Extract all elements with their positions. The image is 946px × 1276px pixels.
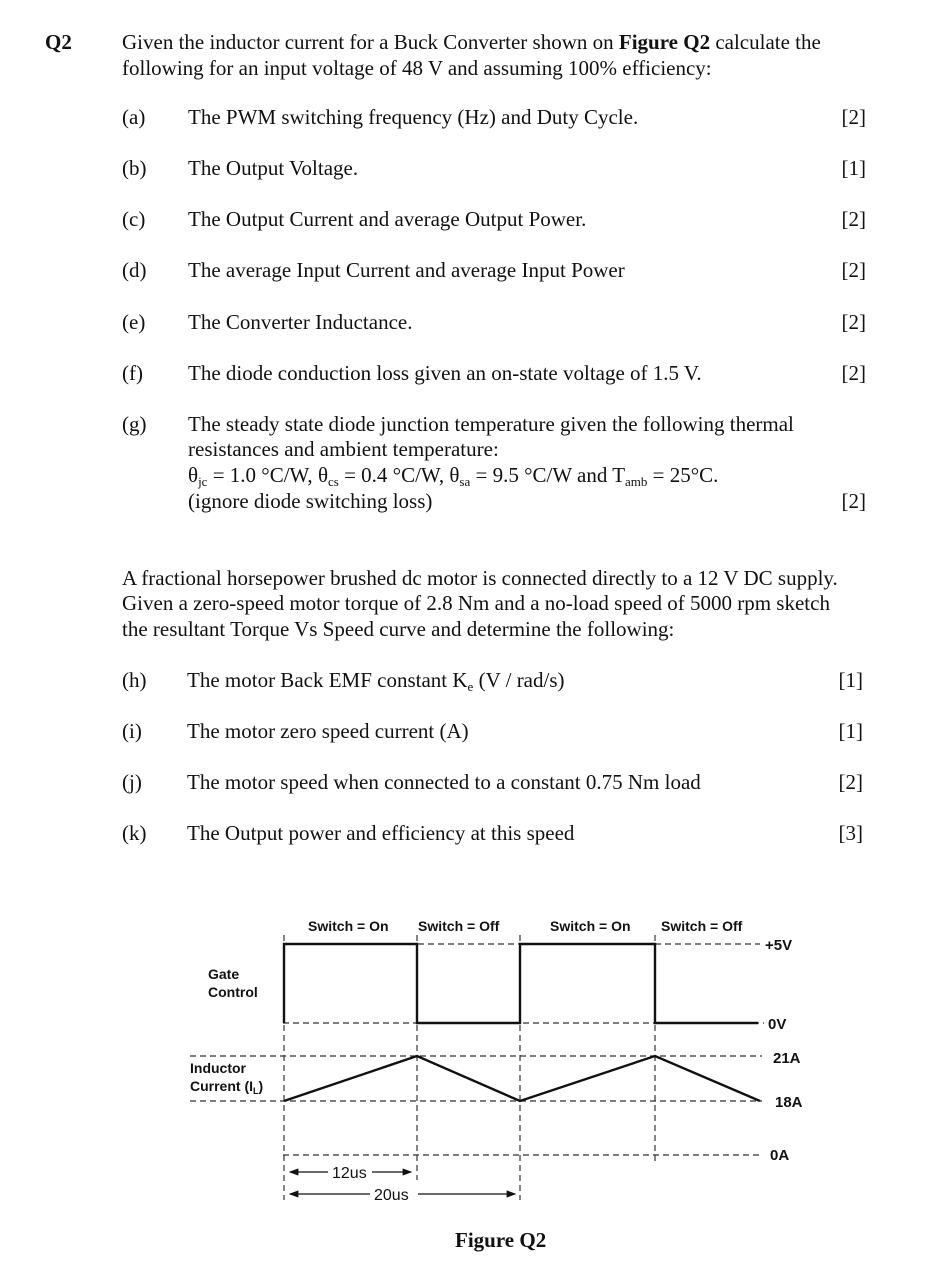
part-e-mark: [2]	[841, 310, 866, 334]
part-g-line4: (ignore diode switching loss)	[188, 489, 433, 513]
inductor-label-1: Inductor	[190, 1060, 246, 1076]
question-number: Q2	[45, 30, 72, 54]
label-5v: +5V	[765, 937, 793, 954]
part-h-label: (h)	[122, 668, 147, 692]
part-k-text: The Output power and efficiency at this speed	[187, 821, 575, 845]
label-0a: 0A	[770, 1147, 790, 1164]
part-d-mark: [2]	[841, 258, 866, 282]
part-a-mark: [2]	[841, 105, 866, 129]
part-f-mark: [2]	[841, 361, 866, 385]
gate-control-waveform	[284, 944, 758, 1023]
part-f-text: The diode conduction loss given an on-state voltage of 1.5 V.	[188, 361, 702, 385]
part-b-text: The Output Voltage.	[188, 156, 359, 180]
part-k-mark: [3]	[838, 821, 863, 845]
figure-caption: Figure Q2	[455, 1228, 547, 1252]
part-g-line1: The steady state diode junction temperature given the following thermal	[188, 412, 794, 436]
part-j-mark: [2]	[838, 770, 863, 794]
part-f-label: (f)	[122, 361, 143, 385]
dashed-vertical-lines	[284, 935, 655, 1200]
part-i-mark: [1]	[838, 719, 863, 743]
motor-intro-line1: A fractional horsepower brushed dc motor is connected directly to a 12 V DC supply.	[122, 566, 838, 590]
part-e-label: (e)	[122, 310, 146, 334]
inductor-label-2: Current $(I_L)$	[190, 1078, 264, 1096]
part-h-mark: [1]	[838, 668, 863, 692]
part-c-text: The Output Current and average Output Power.	[188, 207, 587, 231]
part-h-text: The motor Back EMF constant $K_e$ (V / rad/s)	[187, 668, 565, 694]
part-b-label: (b)	[122, 156, 147, 180]
part-b-mark: [1]	[841, 156, 866, 180]
part-d-label: (d)	[122, 258, 147, 282]
state-label-off-1: Switch = Off	[418, 918, 500, 934]
part-g-label: (g)	[122, 412, 147, 436]
part-i-label: (i)	[122, 719, 142, 743]
label-0v: 0V	[768, 1016, 787, 1033]
figure-ref: Figure Q2	[618, 30, 711, 54]
label-12us: 12us	[332, 1165, 367, 1182]
motor-intro-line3: the resultant Torque Vs Speed curve and determine the following:	[122, 617, 675, 641]
part-j-text: The motor speed when connected to a constant 0.75 Nm load	[187, 770, 701, 794]
question-intro-line1: Given the inductor current for a Buck Converter shown on Figure Q2 calculate the	[122, 30, 821, 54]
part-c-label: (c)	[122, 207, 146, 231]
part-g-thermal-values: $\theta_{jc} = 1.0$ °C/W, $\theta_{cs} = 0.4$ °C/W, $\theta_{sa} = 9.5$ °C/W and $T_{amb} = 25^\circ C$.	[188, 463, 719, 489]
label-20us: 20us	[374, 1187, 409, 1204]
state-label-off-2: Switch = Off	[661, 918, 743, 934]
part-g-mark: [2]	[841, 489, 866, 513]
part-j-label: (j)	[122, 770, 142, 794]
part-c-mark: [2]	[841, 207, 866, 231]
motor-intro-line2: Given a zero-speed motor torque of 2.8 Nm and a no-load speed of 5000 rpm sketch	[122, 591, 830, 615]
gate-label-1: Gate	[208, 966, 240, 982]
part-a-label: (a)	[122, 105, 146, 129]
part-e-text: The Converter Inductance.	[188, 310, 413, 334]
part-d-text: The average Input Current and average Input Power	[188, 258, 625, 282]
label-18a: 18A	[775, 1094, 803, 1111]
dashed-reference-lines	[190, 944, 764, 1155]
part-k-label: (k)	[122, 821, 147, 845]
question-intro-line2: following for an input voltage of 48 V and assuming 100% efficiency:	[122, 56, 712, 80]
part-a-text: The PWM switching frequency (Hz) and Duty Cycle.	[188, 105, 639, 129]
inductor-current-waveform	[284, 1056, 760, 1101]
part-g-line2: resistances and ambient temperature:	[188, 437, 499, 461]
gate-label-2: Control	[208, 984, 258, 1000]
label-21a: 21A	[773, 1050, 801, 1067]
state-label-on-2: Switch = On	[550, 918, 631, 934]
state-label-on-1: Switch = On	[308, 918, 389, 934]
part-i-text: The motor zero speed current (A)	[187, 719, 469, 743]
